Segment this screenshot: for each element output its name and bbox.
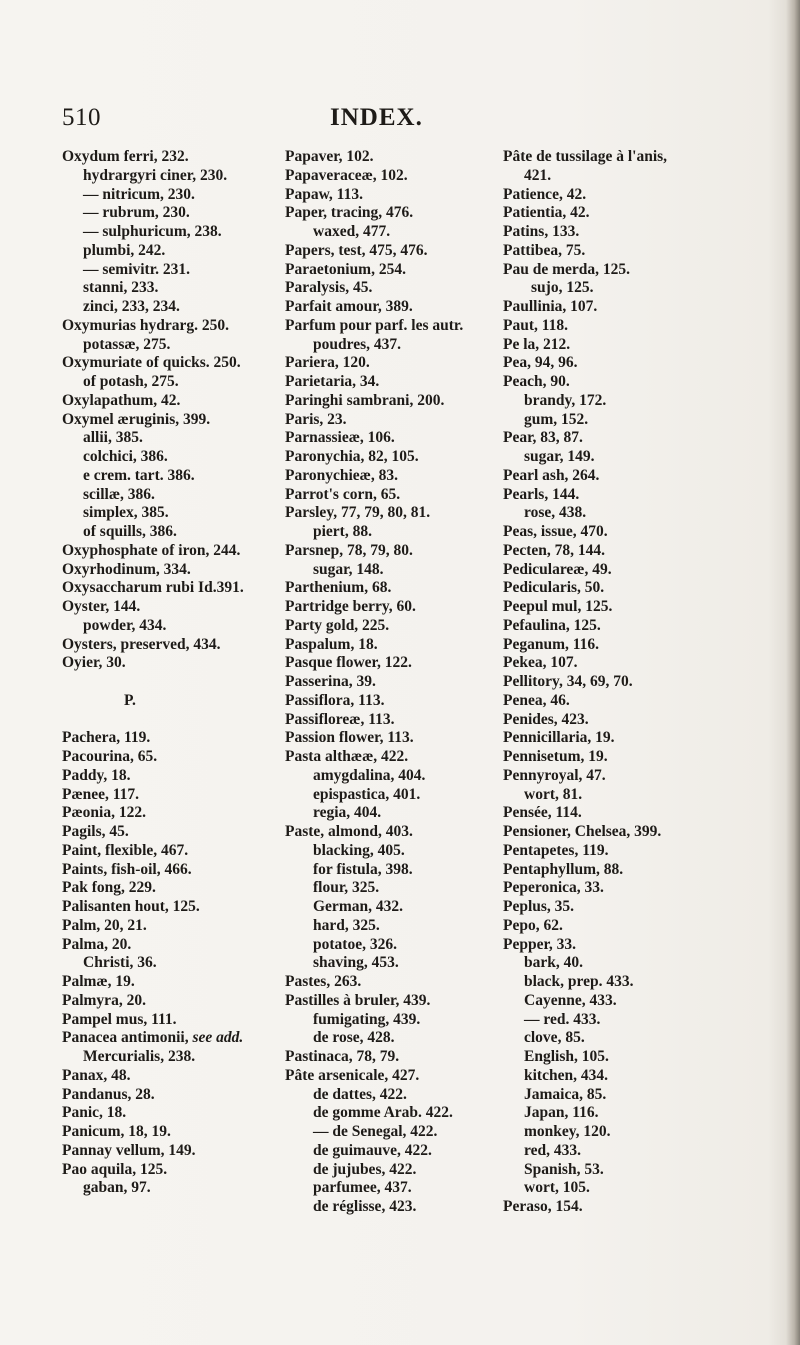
index-entry: Passiflora, 113. (285, 691, 385, 709)
index-subentry: de jujubes, 422. (313, 1160, 417, 1178)
index-entry: Paut, 118. (503, 316, 569, 334)
index-entry: Parietaria, 34. (285, 373, 380, 390)
index-entry: Panicum, 18, 19. (62, 1123, 171, 1140)
index-entry: Pacourina, 65. (62, 748, 158, 765)
index-subentry: for fistula, 398. (313, 860, 413, 878)
index-entry: Papaver, 102. (285, 148, 374, 165)
index-entry-text: Panacea antimonii, (62, 1029, 193, 1047)
index-subentry: simplex, 385. (83, 504, 169, 522)
index-subentry: powder, 434. (83, 616, 167, 634)
index-entry: Pachera, 119. (62, 729, 151, 747)
index-subentry: gaban, 97. (83, 1179, 151, 1197)
index-entry: Patins, 133. (503, 223, 580, 240)
index-entry: Pellitory, 34, 69, 70. (503, 673, 633, 690)
index-entry: Paste, almond, 403. (285, 823, 413, 840)
index-entry: Parrot's corn, 65. (285, 485, 401, 503)
index-entry: Pak fong, 229. (62, 879, 156, 897)
index-subentry: — rubrum, 230. (83, 204, 190, 222)
index-subentry: gum, 152. (524, 410, 589, 428)
index-subentry: de guimauve, 422. (313, 1141, 432, 1159)
index-subentry: brandy, 172. (524, 391, 607, 409)
index-subentry: waxed, 477. (313, 223, 391, 240)
index-subentry: de dattes, 422. (313, 1085, 407, 1103)
index-entry: Paronychieæ, 83. (285, 466, 398, 484)
index-entry: Partridge berry, 60. (285, 598, 416, 615)
index-entry (62, 1029, 244, 1048)
index-subentry: sujo, 125. (531, 279, 594, 297)
index-subentry: black, prep. 433. (524, 973, 634, 990)
index-subentry: Spanish, 53. (524, 1160, 604, 1178)
index-entry: Peganum, 116. (503, 635, 600, 653)
index-subentry: de gomme Arab. 422. (313, 1104, 453, 1122)
index-subentry: of squills, 386. (83, 523, 177, 540)
index-entry: Pearls, 144. (503, 485, 580, 503)
index-subentry: monkey, 120. (524, 1123, 611, 1140)
index-subentry: allii, 385. (83, 429, 143, 447)
index-entry: Parfum pour parf. les autr. (285, 316, 464, 334)
index-entry: Pasta althææ, 422. (285, 748, 409, 765)
cross-reference: see add. (192, 1029, 244, 1047)
index-entry: Pea, 94, 96. (503, 354, 578, 372)
index-subentry: English, 105. (524, 1048, 609, 1065)
index-subentry: plumbi, 242. (83, 241, 166, 259)
index-entry: Panax, 48. (62, 1066, 131, 1084)
index-entry: Pastes, 263. (285, 973, 362, 990)
index-subentry: Japan, 116. (524, 1104, 599, 1122)
index-entry: Passifloreæ, 113. (285, 710, 395, 728)
index-subentry: epispastica, 401. (313, 785, 421, 803)
index-subentry: bark, 40. (524, 954, 583, 972)
index-entry: Pennicillaria, 19. (503, 729, 615, 747)
index-entry: Pâte arsenicale, 427. (285, 1066, 420, 1084)
page-title: INDEX. (330, 104, 423, 131)
index-entry: Pastinaca, 78, 79. (285, 1048, 400, 1065)
index-entry: Paspalum, 18. (285, 635, 378, 653)
index-entry: Pe la, 212. (503, 335, 571, 353)
index-subentry: — semivitr. 231. (83, 260, 191, 278)
index-subentry: hydrargyri ciner, 230. (83, 166, 228, 184)
index-entry: Peplus, 35. (503, 898, 575, 915)
index-entry: Paraetonium, 254. (285, 260, 406, 278)
index-entry: Oxymurias hydrarg. 250. (62, 316, 230, 334)
index-entry: Pandanus, 28. (62, 1085, 155, 1103)
index-subentry: rose, 438. (524, 504, 587, 522)
index-entry: Pastilles à bruler, 439. (285, 991, 431, 1009)
index-subentry: potassæ, 275. (83, 335, 171, 353)
index-entry: Pattibea, 75. (503, 241, 586, 259)
index-column-2 (285, 148, 463, 1217)
index-subentry: sugar, 149. (524, 448, 595, 465)
index-subentry: red, 433. (524, 1141, 581, 1159)
index-subentry: de réglisse, 423. (313, 1198, 417, 1215)
index-subentry: Christi, 36. (83, 954, 157, 972)
page-edge-shadow (786, 0, 800, 1345)
index-subentry: blacking, 405. (313, 841, 405, 859)
blank-line (62, 673, 244, 692)
index-entry: Pennyroyal, 47. (503, 766, 606, 784)
page-number: 510 (62, 104, 101, 131)
index-entry: Papaveraceæ, 102. (285, 166, 408, 184)
index-entry: Pepper, 33. (503, 935, 577, 953)
index-subentry: sugar, 148. (313, 560, 384, 578)
index-subentry: — de Senegal, 422. (313, 1123, 438, 1140)
index-entry: Paddy, 18. (62, 766, 131, 784)
index-subentry: wort, 105. (524, 1179, 590, 1197)
index-entry: Paronychia, 82, 105. (285, 448, 419, 465)
index-entry: Oysters, preserved, 434. (62, 635, 221, 653)
index-subentry: piert, 88. (313, 523, 372, 540)
index-entry: Pænee, 117. (62, 785, 140, 803)
index-subentry: — red. 433. (524, 1010, 601, 1028)
index-entry: Oxysaccharum rubi Id.391. (62, 579, 244, 597)
index-subentry: kitchen, 434. (524, 1066, 608, 1084)
index-entry: Palmyra, 20. (62, 991, 146, 1009)
index-subentry: — nitricum, 230. (83, 185, 195, 203)
index-subentry: clove, 85. (524, 1029, 585, 1047)
index-entry: Pentapetes, 119. (503, 841, 609, 859)
index-entry: Pediculareæ, 49. (503, 560, 612, 578)
index-entry: Penides, 423. (503, 710, 589, 728)
index-entry: Oxylapathum, 42. (62, 391, 181, 409)
index-subentry: — sulphuricum, 238. (83, 223, 222, 240)
index-subentry: parfumee, 437. (313, 1179, 412, 1197)
index-subentry: Mercurialis, 238. (83, 1048, 196, 1065)
index-entry: Pâte de tussilage à l'anis, (503, 148, 668, 165)
index-entry: Paralysis, 45. (285, 279, 373, 297)
index-entry: Pæonia, 122. (62, 804, 146, 822)
index-subentry: flour, 325. (313, 879, 380, 897)
index-entry: Paper, tracing, 476. (285, 204, 414, 222)
index-subentry: amygdalina, 404. (313, 766, 426, 784)
section-letter: P. (124, 691, 136, 709)
blank-line (62, 711, 244, 730)
index-entry: Party gold, 225. (285, 616, 390, 634)
index-entry: Pau de merda, 125. (503, 260, 631, 278)
index-subentry: hard, 325. (313, 916, 380, 934)
index-entry: Pefaulina, 125. (503, 616, 601, 634)
index-entry: Peepul mul, 125. (503, 598, 613, 615)
index-column-1 (62, 148, 244, 1198)
index-subentry: Cayenne, 433. (524, 991, 617, 1009)
index-subentry: Jamaica, 85. (524, 1085, 607, 1103)
index-entry: Pampel mus, 111. (62, 1010, 177, 1028)
index-entry: Passion flower, 113. (285, 729, 414, 747)
index-entry: Pentaphyllum, 88. (503, 860, 624, 878)
index-subentry: of potash, 275. (83, 373, 179, 390)
index-entry: Oxyrhodinum, 334. (62, 560, 191, 578)
index-entry: Pensioner, Chelsea, 399. (503, 823, 662, 840)
index-entry: Oxydum ferri, 232. (62, 148, 189, 165)
index-entry: Parsley, 77, 79, 80, 81. (285, 504, 431, 522)
index-entry: Palisanten hout, 125. (62, 898, 200, 915)
index-entry: Passerina, 39. (285, 673, 376, 690)
index-entry: Patience, 42. (503, 185, 587, 203)
index-subentry: potatoe, 326. (313, 935, 397, 953)
index-subentry: wort, 81. (524, 785, 583, 803)
index-subentry: de rose, 428. (313, 1029, 395, 1047)
index-subentry: German, 432. (313, 898, 403, 915)
index-entry: Oyster, 144. (62, 598, 141, 615)
index-subentry: stanni, 233. (83, 279, 159, 297)
index-entry: Paris, 23. (285, 410, 347, 428)
index-entry: Papaw, 113. (285, 185, 363, 203)
index-entry: Pagils, 45. (62, 823, 129, 840)
index-subentry: regia, 404. (313, 804, 382, 822)
index-subentry: shaving, 453. (313, 954, 399, 972)
index-entry: Oxymel æruginis, 399. (62, 410, 211, 428)
index-entry: Pedicularis, 50. (503, 579, 605, 597)
index-entry: Pearl ash, 264. (503, 466, 600, 484)
index-entry: Pennisetum, 19. (503, 748, 608, 765)
index-entry: Pao aquila, 125. (62, 1160, 168, 1178)
index-subentry: 421. (524, 166, 552, 184)
index-entry: Palmæ, 19. (62, 973, 135, 990)
index-entry: Patientia, 42. (503, 204, 590, 222)
index-subentry: poudres, 437. (313, 335, 401, 353)
index-entry: Peas, issue, 470. (503, 523, 608, 540)
index-entry: Peraso, 154. (503, 1198, 583, 1215)
index-entry: Peperonica, 33. (503, 879, 604, 897)
index-entry: Pasque flower, 122. (285, 654, 412, 672)
index-entry: Pear, 83, 87. (503, 429, 583, 447)
index-entry: Pecten, 78, 144. (503, 541, 606, 559)
index-subentry: e crem. tart. 386. (83, 466, 195, 484)
index-entry: Oyier, 30. (62, 654, 126, 672)
index-subentry: colchici, 386. (83, 448, 168, 465)
index-subentry: scillæ, 386. (83, 485, 155, 503)
index-entry: Pensée, 114. (503, 804, 582, 822)
index-entry: Pannay vellum, 149. (62, 1141, 196, 1159)
index-entry: Parsnep, 78, 79, 80. (285, 541, 413, 559)
page-header (0, 102, 800, 142)
index-entry: Peach, 90. (503, 373, 570, 390)
index-subentry: zinci, 233, 234. (83, 298, 180, 315)
index-entry: Paint, flexible, 467. (62, 841, 189, 859)
index-entry: Paullinia, 107. (503, 298, 598, 315)
index-entry: Parthenium, 68. (285, 579, 392, 597)
index-entry: Parfait amour, 389. (285, 298, 413, 315)
index-entry: Palma, 20. (62, 935, 132, 953)
index-entry: Panic, 18. (62, 1104, 127, 1122)
index-entry: Pekea, 107. (503, 654, 578, 672)
index-entry: Pariera, 120. (285, 354, 370, 372)
index-column-3 (503, 148, 667, 1217)
index-entry: Pepo, 62. (503, 916, 563, 934)
index-entry: Paringhi sambrani, 200. (285, 391, 445, 409)
index-subentry: fumigating, 439. (313, 1010, 421, 1028)
index-entry: Penea, 46. (503, 691, 570, 709)
index-entry: Paints, fish-oil, 466. (62, 860, 192, 878)
index-entry: Palm, 20, 21. (62, 916, 147, 934)
index-entry: Parnassieæ, 106. (285, 429, 395, 447)
index-entry: Oxyphosphate of iron, 244. (62, 541, 241, 559)
index-entry: Oxymuriate of quicks. 250. (62, 354, 241, 372)
index-entry: Papers, test, 475, 476. (285, 241, 428, 259)
